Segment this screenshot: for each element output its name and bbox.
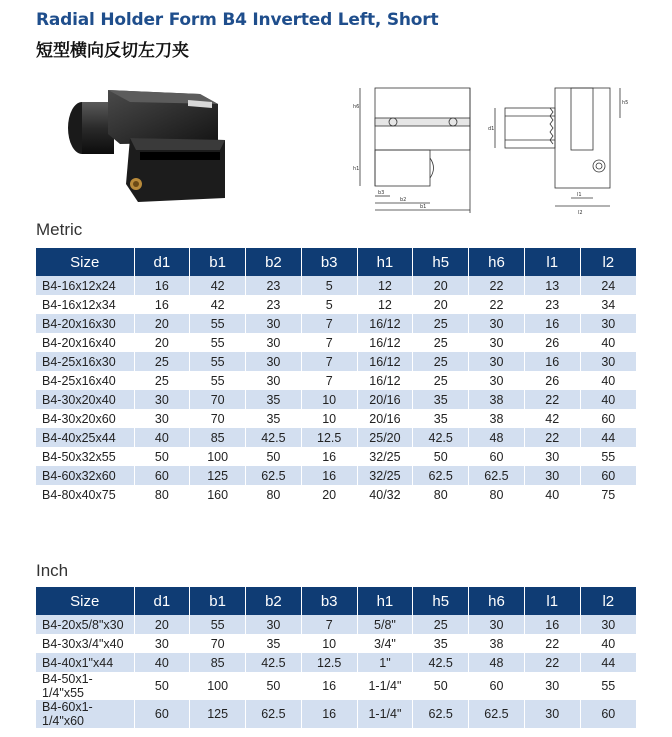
table-cell: 60 bbox=[469, 672, 525, 700]
table-cell: 7 bbox=[301, 314, 357, 333]
table-cell: 10 bbox=[301, 409, 357, 428]
dim-b1-label: b1 bbox=[420, 204, 427, 210]
table-cell: 60 bbox=[580, 466, 636, 485]
table-cell: 5/8" bbox=[357, 615, 413, 634]
table-cell: 7 bbox=[301, 371, 357, 390]
size-cell: B4-50x1-1/4"x55 bbox=[36, 672, 134, 700]
table-cell: 70 bbox=[190, 409, 246, 428]
column-header: l1 bbox=[524, 587, 580, 615]
table-cell: 16/12 bbox=[357, 371, 413, 390]
metric-table bbox=[36, 248, 636, 504]
column-header: h6 bbox=[469, 587, 525, 615]
table-cell: 22 bbox=[469, 295, 525, 314]
table-row bbox=[36, 466, 636, 485]
table-cell: 20 bbox=[301, 485, 357, 504]
table-cell: 30 bbox=[580, 314, 636, 333]
table-cell: 30 bbox=[580, 615, 636, 634]
table-cell: 40 bbox=[134, 653, 190, 672]
table-cell: 12 bbox=[357, 295, 413, 314]
table-cell: 80 bbox=[246, 485, 302, 504]
table-cell: 22 bbox=[524, 653, 580, 672]
table-row bbox=[36, 390, 636, 409]
table-cell: 16 bbox=[301, 466, 357, 485]
table-cell: 12.5 bbox=[301, 653, 357, 672]
table-cell: 30 bbox=[134, 634, 190, 653]
table-cell: 20 bbox=[413, 276, 469, 295]
table-cell: 23 bbox=[246, 276, 302, 295]
page-title: Radial Holder Form B4 Inverted Left, Short bbox=[36, 10, 439, 30]
table-cell: 60 bbox=[469, 447, 525, 466]
table-cell: 40 bbox=[134, 428, 190, 447]
table-cell: 100 bbox=[190, 672, 246, 700]
table-cell: 16 bbox=[524, 615, 580, 634]
table-cell: 80 bbox=[469, 485, 525, 504]
table-cell: 16 bbox=[524, 314, 580, 333]
table-cell: 5 bbox=[301, 276, 357, 295]
table-cell: 35 bbox=[246, 390, 302, 409]
column-header: b1 bbox=[190, 587, 246, 615]
table-cell: 23 bbox=[524, 295, 580, 314]
table-cell: 48 bbox=[469, 428, 525, 447]
table-cell: 44 bbox=[580, 428, 636, 447]
table-cell: 35 bbox=[413, 634, 469, 653]
column-header: h6 bbox=[469, 248, 525, 276]
table-row bbox=[36, 333, 636, 352]
table-cell: 32/25 bbox=[357, 466, 413, 485]
dim-b2-label: b2 bbox=[400, 197, 407, 203]
table-cell: 42.5 bbox=[413, 428, 469, 447]
table-cell: 30 bbox=[524, 672, 580, 700]
table-cell: 22 bbox=[524, 428, 580, 447]
table-cell: 40 bbox=[524, 485, 580, 504]
metric-label: Metric bbox=[36, 220, 83, 239]
table-row bbox=[36, 634, 636, 653]
table-cell: 62.5 bbox=[469, 700, 525, 728]
table-cell: 30 bbox=[580, 352, 636, 371]
table-cell: 70 bbox=[190, 390, 246, 409]
column-header: l1 bbox=[524, 248, 580, 276]
table-cell: 22 bbox=[469, 276, 525, 295]
column-header: d1 bbox=[134, 587, 190, 615]
column-header: l2 bbox=[580, 587, 636, 615]
table-cell: 60 bbox=[134, 700, 190, 728]
table-row bbox=[36, 447, 636, 466]
table-cell: 30 bbox=[524, 447, 580, 466]
table-cell: 7 bbox=[301, 333, 357, 352]
table-cell: 55 bbox=[190, 352, 246, 371]
size-cell: B4-20x16x30 bbox=[36, 314, 134, 333]
table-cell: 20/16 bbox=[357, 390, 413, 409]
dim-h5-label: h5 bbox=[622, 100, 629, 106]
table-cell: 50 bbox=[134, 672, 190, 700]
inch-label: Inch bbox=[36, 561, 69, 580]
table-row bbox=[36, 615, 636, 634]
table-cell: 16 bbox=[301, 447, 357, 466]
table-cell: 38 bbox=[469, 634, 525, 653]
table-cell: 25 bbox=[413, 371, 469, 390]
column-header: l2 bbox=[580, 248, 636, 276]
table-cell: 42.5 bbox=[413, 653, 469, 672]
table-row bbox=[36, 371, 636, 390]
table-cell: 13 bbox=[524, 276, 580, 295]
table-cell: 125 bbox=[190, 700, 246, 728]
table-cell: 50 bbox=[246, 672, 302, 700]
column-header: b3 bbox=[301, 248, 357, 276]
page-subtitle-cn: 短型横向反切左刀夹 bbox=[36, 41, 189, 61]
column-header: h5 bbox=[413, 587, 469, 615]
table-row bbox=[36, 276, 636, 295]
dim-l2-label: l2 bbox=[578, 210, 583, 216]
inch-header-row bbox=[36, 587, 636, 615]
dim-h1-label: h1 bbox=[353, 166, 360, 172]
table-cell: 50 bbox=[413, 447, 469, 466]
table-cell: 42.5 bbox=[246, 428, 302, 447]
table-cell: 30 bbox=[469, 314, 525, 333]
table-cell: 7 bbox=[301, 615, 357, 634]
size-cell: B4-16x12x24 bbox=[36, 276, 134, 295]
table-cell: 35 bbox=[413, 409, 469, 428]
table-cell: 50 bbox=[246, 447, 302, 466]
table-row bbox=[36, 653, 636, 672]
inch-table bbox=[36, 587, 636, 728]
table-cell: 30 bbox=[524, 700, 580, 728]
table-cell: 16 bbox=[301, 700, 357, 728]
table-cell: 35 bbox=[246, 634, 302, 653]
table-cell: 16 bbox=[301, 672, 357, 700]
table-cell: 26 bbox=[524, 371, 580, 390]
table-cell: 30 bbox=[246, 333, 302, 352]
metric-header-row bbox=[36, 248, 636, 276]
table-cell: 55 bbox=[190, 371, 246, 390]
table-cell: 50 bbox=[134, 447, 190, 466]
table-cell: 55 bbox=[190, 333, 246, 352]
table-cell: 34 bbox=[580, 295, 636, 314]
table-cell: 16/12 bbox=[357, 333, 413, 352]
table-cell: 30 bbox=[469, 333, 525, 352]
table-row bbox=[36, 409, 636, 428]
table-cell: 62.5 bbox=[413, 466, 469, 485]
column-header: h5 bbox=[413, 248, 469, 276]
table-cell: 20 bbox=[134, 333, 190, 352]
size-cell: B4-50x32x55 bbox=[36, 447, 134, 466]
table-cell: 44 bbox=[580, 653, 636, 672]
table-cell: 22 bbox=[524, 390, 580, 409]
table-cell: 85 bbox=[190, 653, 246, 672]
table-cell: 30 bbox=[469, 352, 525, 371]
table-cell: 7 bbox=[301, 352, 357, 371]
table-cell: 1-1/4" bbox=[357, 672, 413, 700]
size-cell: B4-20x5/8"x30 bbox=[36, 615, 134, 634]
table-cell: 30 bbox=[246, 615, 302, 634]
size-cell: B4-20x16x40 bbox=[36, 333, 134, 352]
table-cell: 32/25 bbox=[357, 447, 413, 466]
column-header: d1 bbox=[134, 248, 190, 276]
table-cell: 60 bbox=[580, 700, 636, 728]
table-cell: 22 bbox=[524, 634, 580, 653]
table-cell: 62.5 bbox=[246, 700, 302, 728]
column-header: b1 bbox=[190, 248, 246, 276]
table-cell: 70 bbox=[190, 634, 246, 653]
table-cell: 16 bbox=[134, 295, 190, 314]
column-header: h1 bbox=[357, 248, 413, 276]
table-cell: 62.5 bbox=[246, 466, 302, 485]
table-cell: 25/20 bbox=[357, 428, 413, 447]
size-cell: B4-30x20x60 bbox=[36, 409, 134, 428]
table-cell: 25 bbox=[134, 352, 190, 371]
table-cell: 25 bbox=[413, 333, 469, 352]
size-cell: B4-16x12x34 bbox=[36, 295, 134, 314]
table-cell: 30 bbox=[246, 314, 302, 333]
size-cell: B4-80x40x75 bbox=[36, 485, 134, 504]
table-row bbox=[36, 428, 636, 447]
table-cell: 160 bbox=[190, 485, 246, 504]
table-cell: 30 bbox=[469, 615, 525, 634]
table-cell: 16/12 bbox=[357, 314, 413, 333]
column-header: b2 bbox=[246, 587, 302, 615]
table-cell: 80 bbox=[413, 485, 469, 504]
table-cell: 30 bbox=[246, 371, 302, 390]
table-cell: 55 bbox=[580, 672, 636, 700]
size-cell: B4-25x16x30 bbox=[36, 352, 134, 371]
table-cell: 60 bbox=[580, 409, 636, 428]
table-cell: 1" bbox=[357, 653, 413, 672]
table-cell: 42.5 bbox=[246, 653, 302, 672]
table-cell: 40 bbox=[580, 371, 636, 390]
table-cell: 42 bbox=[190, 295, 246, 314]
dim-l1-label: l1 bbox=[577, 192, 582, 198]
table-cell: 25 bbox=[134, 371, 190, 390]
table-row bbox=[36, 672, 636, 700]
table-cell: 125 bbox=[190, 466, 246, 485]
table-cell: 25 bbox=[413, 314, 469, 333]
size-cell: B4-30x20x40 bbox=[36, 390, 134, 409]
table-cell: 62.5 bbox=[413, 700, 469, 728]
table-cell: 16 bbox=[134, 276, 190, 295]
table-cell: 24 bbox=[580, 276, 636, 295]
table-cell: 30 bbox=[134, 390, 190, 409]
table-cell: 80 bbox=[134, 485, 190, 504]
dim-b3-label: b3 bbox=[378, 190, 385, 196]
table-cell: 35 bbox=[246, 409, 302, 428]
table-cell: 35 bbox=[413, 390, 469, 409]
table-cell: 55 bbox=[190, 615, 246, 634]
table-cell: 20 bbox=[413, 295, 469, 314]
dim-d1-label: d1 bbox=[488, 126, 495, 132]
size-cell: B4-25x16x40 bbox=[36, 371, 134, 390]
size-cell: B4-40x1"x44 bbox=[36, 653, 134, 672]
table-cell: 40/32 bbox=[357, 485, 413, 504]
table-cell: 23 bbox=[246, 295, 302, 314]
table-cell: 60 bbox=[134, 466, 190, 485]
table-cell: 75 bbox=[580, 485, 636, 504]
table-row bbox=[36, 295, 636, 314]
table-cell: 12 bbox=[357, 276, 413, 295]
dim-h6-label: h6 bbox=[353, 104, 360, 110]
table-cell: 5 bbox=[301, 295, 357, 314]
column-header: b3 bbox=[301, 587, 357, 615]
table-row bbox=[36, 700, 636, 728]
table-cell: 1-1/4" bbox=[357, 700, 413, 728]
table-cell: 42 bbox=[524, 409, 580, 428]
table-cell: 26 bbox=[524, 333, 580, 352]
table-cell: 10 bbox=[301, 634, 357, 653]
size-cell: B4-30x3/4"x40 bbox=[36, 634, 134, 653]
table-cell: 20 bbox=[134, 314, 190, 333]
table-cell: 3/4" bbox=[357, 634, 413, 653]
technical-drawing bbox=[345, 78, 645, 218]
table-row bbox=[36, 485, 636, 504]
table-cell: 42 bbox=[190, 276, 246, 295]
table-cell: 40 bbox=[580, 634, 636, 653]
table-cell: 85 bbox=[190, 428, 246, 447]
table-cell: 16/12 bbox=[357, 352, 413, 371]
table-cell: 38 bbox=[469, 409, 525, 428]
size-cell: B4-60x1-1/4"x60 bbox=[36, 700, 134, 728]
table-row bbox=[36, 314, 636, 333]
column-header: b2 bbox=[246, 248, 302, 276]
table-cell: 16 bbox=[524, 352, 580, 371]
table-cell: 12.5 bbox=[301, 428, 357, 447]
table-cell: 30 bbox=[524, 466, 580, 485]
column-header: h1 bbox=[357, 587, 413, 615]
table-row bbox=[36, 352, 636, 371]
table-cell: 30 bbox=[246, 352, 302, 371]
table-cell: 25 bbox=[413, 352, 469, 371]
table-cell: 20/16 bbox=[357, 409, 413, 428]
table-cell: 50 bbox=[413, 672, 469, 700]
product-photo bbox=[60, 80, 230, 210]
table-cell: 100 bbox=[190, 447, 246, 466]
table-cell: 25 bbox=[413, 615, 469, 634]
table-cell: 38 bbox=[469, 390, 525, 409]
size-cell: B4-60x32x60 bbox=[36, 466, 134, 485]
table-cell: 10 bbox=[301, 390, 357, 409]
table-cell: 20 bbox=[134, 615, 190, 634]
table-cell: 55 bbox=[580, 447, 636, 466]
table-cell: 30 bbox=[469, 371, 525, 390]
column-header: Size bbox=[36, 587, 134, 615]
table-cell: 55 bbox=[190, 314, 246, 333]
table-cell: 30 bbox=[134, 409, 190, 428]
table-cell: 48 bbox=[469, 653, 525, 672]
table-cell: 62.5 bbox=[469, 466, 525, 485]
column-header: Size bbox=[36, 248, 134, 276]
size-cell: B4-40x25x44 bbox=[36, 428, 134, 447]
table-cell: 40 bbox=[580, 390, 636, 409]
table-cell: 40 bbox=[580, 333, 636, 352]
